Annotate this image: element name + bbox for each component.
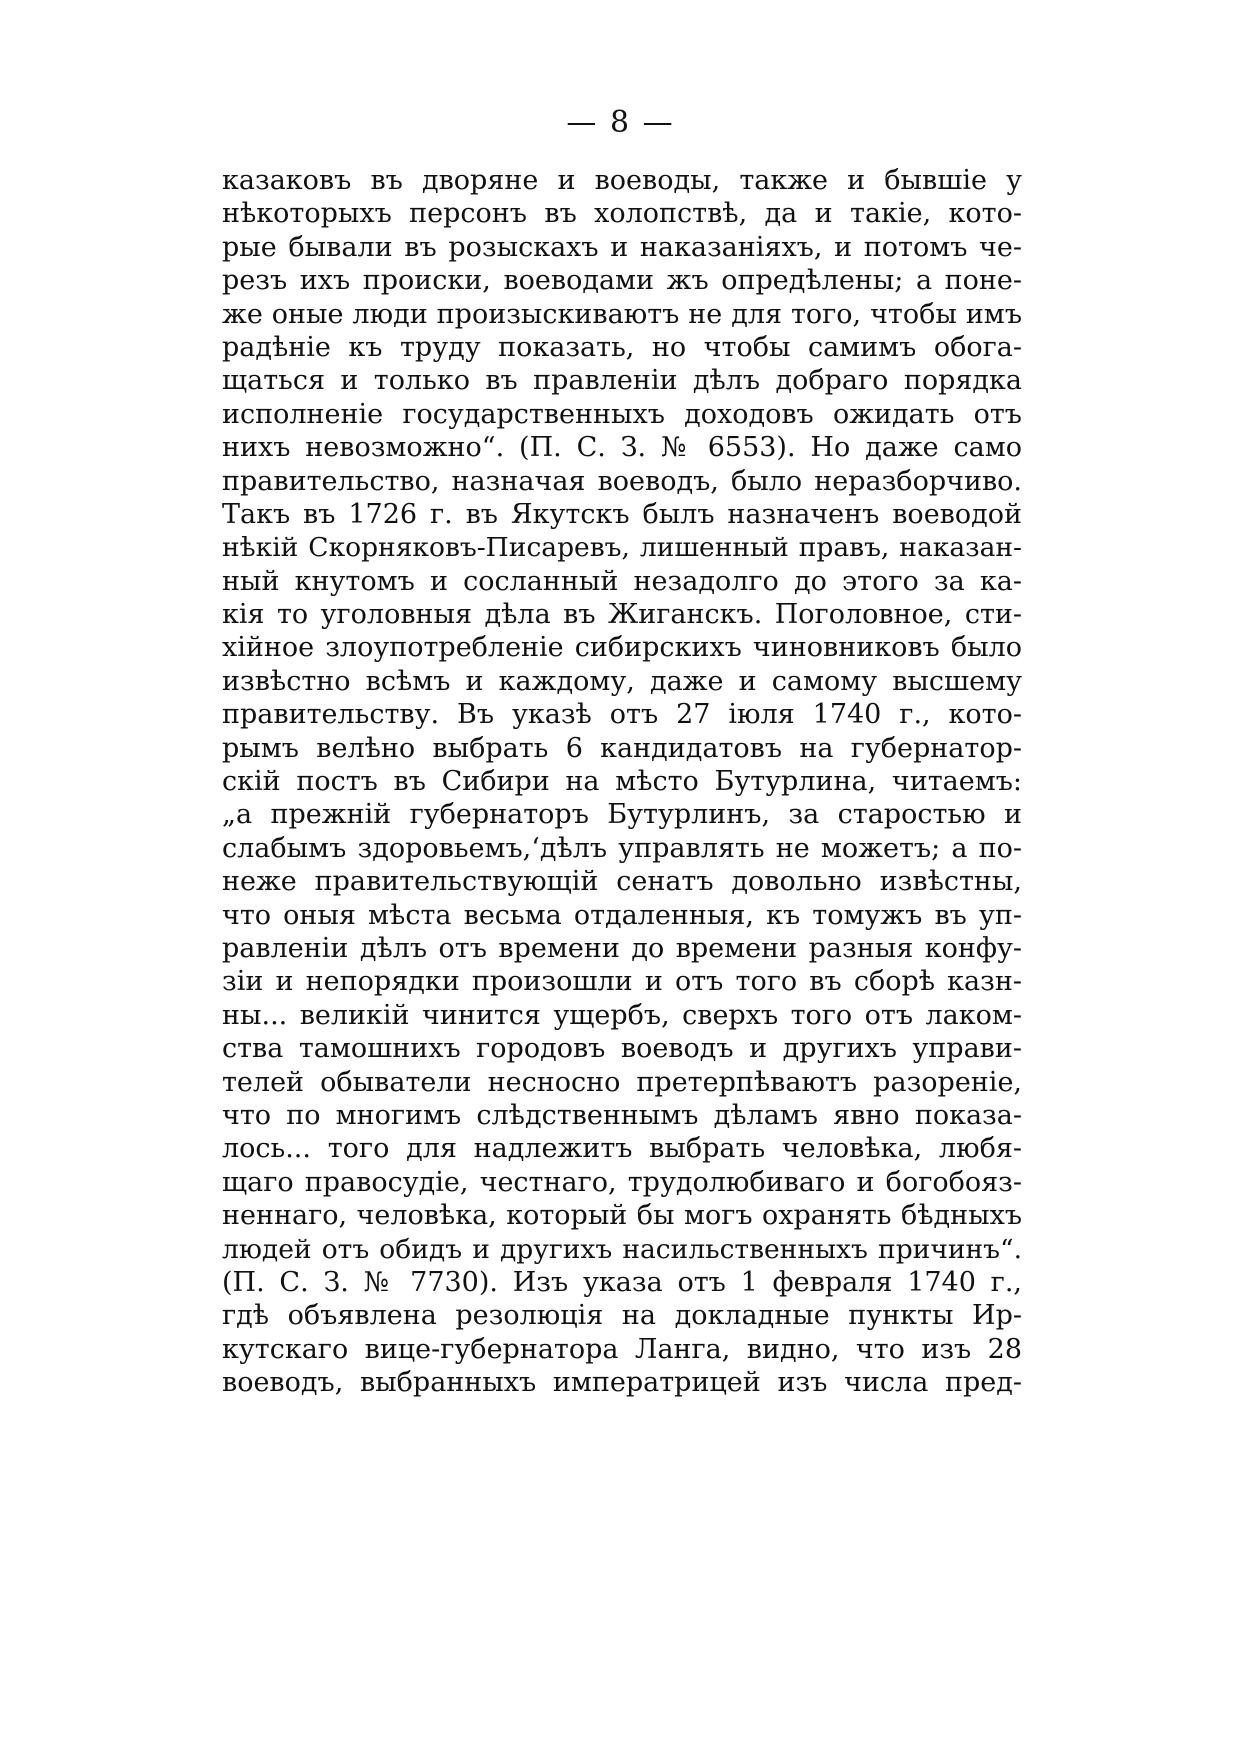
text-line: кутскаго вице-губернатора Ланга, видно, что изъ 28 (222, 1333, 1022, 1365)
text-line: резъ ихъ происки, воеводами жъ опредѣлены; а поне- (222, 265, 1022, 297)
text-line: „а прежній губернаторъ Бутурлинъ, за старостью и (222, 799, 1022, 831)
text-line: же оные люди произыскиваютъ не для того, чтобы имъ (222, 298, 1022, 330)
text-line: Такъ въ 1726 г. въ Якутскъ былъ назначенъ воеводой (222, 498, 1022, 530)
text-line: хійное злоупотребленіе сибирскихъ чиновниковъ было (222, 632, 1022, 664)
text-line: кія то уголовныя дѣла въ Жиганскъ. Поголовное, сти- (222, 599, 1022, 631)
text-line: лось... того для надлежитъ выбрать человѣка, любя- (222, 1133, 1022, 1165)
text-line: ства тамошнихъ городовъ воеводъ и другихъ управи- (222, 1033, 1022, 1065)
text-line: гдѣ объявлена резолюція на докладные пункты Ир- (222, 1300, 1022, 1332)
text-line: ны... великій чинится ущербъ, сверхъ того отъ лаком- (222, 999, 1022, 1031)
text-line: извѣстно всѣмъ и каждому, даже и самому высшему (222, 665, 1022, 697)
text-line: телей обыватели несносно претерпѣваютъ разореніе, (222, 1066, 1022, 1098)
text-line: нѣкоторыхъ персонъ въ холопствѣ, да и такіе, кото- (222, 198, 1022, 230)
text-line: зіи и непорядки произошли и отъ того въ сборѣ казн- (222, 966, 1022, 998)
text-line: людей отъ обидъ и другихъ насильственныхъ причинъ“. (222, 1233, 1022, 1265)
body-text (222, 164, 1022, 1399)
text-line: нѣкій Скорняковъ-Писаревъ, лишенный правъ, наказан- (222, 532, 1022, 564)
text-line: скій постъ въ Сибири на мѣсто Бутурлина, читаемъ: (222, 766, 1022, 798)
text-line: щаго правосудіе, честнаго, трудолюбиваго и богобояз- (222, 1166, 1022, 1198)
text-line: рымъ велѣно выбрать 6 кандидатовъ на губернатор- (222, 732, 1022, 764)
text-line: что оныя мѣста весьма отдаленныя, къ томужъ въ уп- (222, 899, 1022, 931)
text-line: правительству. Въ указѣ отъ 27 іюля 1740 г., кото- (222, 699, 1022, 731)
text-line: равленіи дѣлъ отъ времени до времени разныя конфу- (222, 932, 1022, 964)
text-line: казаковъ въ дворяне и воеводы, также и бывшіе у (222, 165, 1022, 196)
text-line: ный кнутомъ и сосланный незадолго до этого за ка- (222, 565, 1022, 597)
text-line: (П. С. З. № 7730). Изъ указа отъ 1 февраля 1740 г., (222, 1266, 1022, 1298)
text-line: правительство, назначая воеводъ, было неразборчиво. (222, 465, 1022, 497)
page-number: — 8 — (566, 105, 675, 140)
text-line: воеводъ, выбранныхъ императрицей изъ числа пред- (222, 1367, 1022, 1399)
text-line: слабымъ здоровьемъ,‘дѣлъ управлять не можетъ; а по- (222, 832, 1022, 864)
text-line: неже правительствующій сенатъ довольно извѣстны, (222, 866, 1022, 898)
text-line: щаться и только въ правленіи дѣлъ добраго порядка (222, 365, 1022, 397)
text-line: радѣніе къ труду показать, но чтобы самимъ обога- (222, 331, 1022, 363)
text-line: исполненіе государственныхъ доходовъ ожидать отъ (222, 398, 1022, 430)
text-line: неннаго, человѣка, который бы могъ охранять бѣдныхъ (222, 1200, 1022, 1232)
text-line: рые бывали въ розыскахъ и наказаніяхъ, и потомъ че- (222, 231, 1022, 263)
text-line: что по многимъ слѣдственнымъ дѣламъ явно показа- (222, 1099, 1022, 1131)
text-line: нихъ невозможно“. (П. С. З. № 6553). Но даже само (222, 432, 1022, 464)
